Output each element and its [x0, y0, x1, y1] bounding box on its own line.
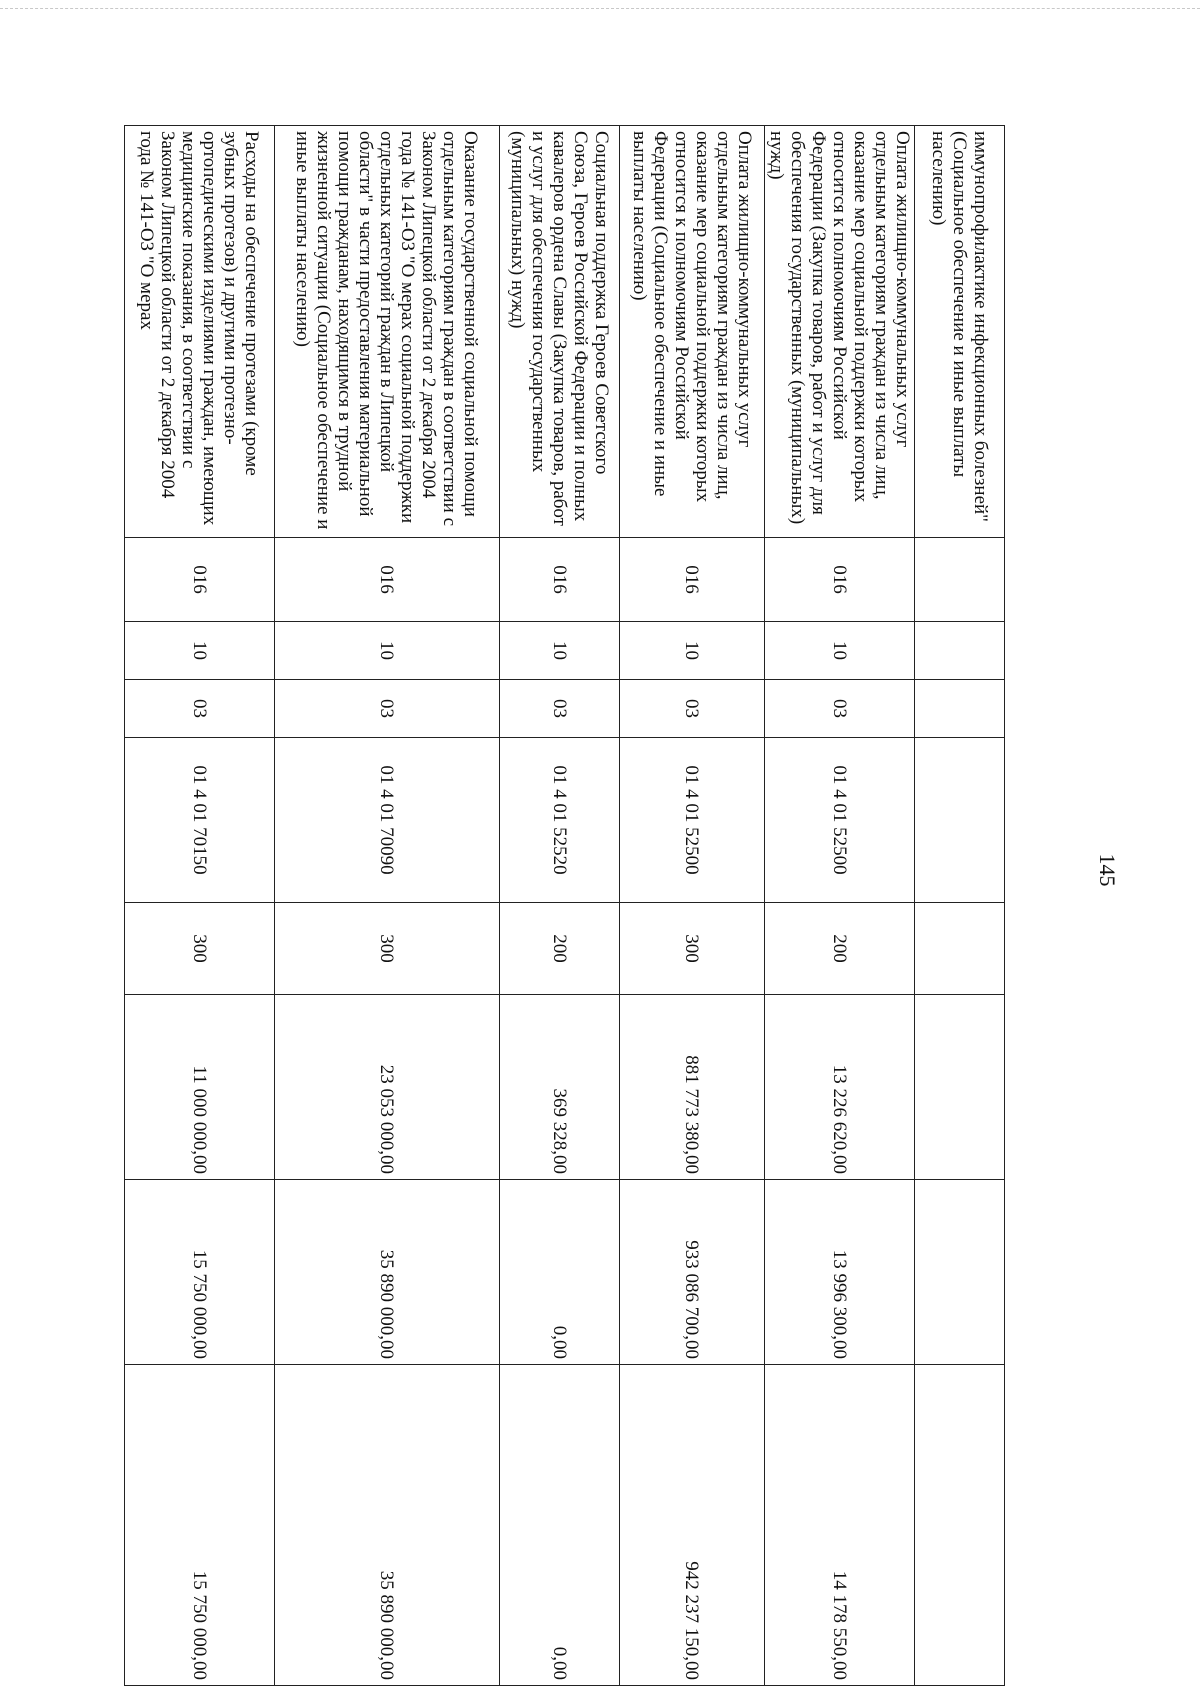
- cell-pr: [915, 680, 1005, 738]
- cell-pr: 03: [500, 680, 620, 738]
- cell-csr: 01 4 01 52500: [765, 738, 915, 903]
- table-row: [125, 126, 275, 1686]
- table-row: [915, 126, 1005, 1686]
- row-description: Оплата жилищно-коммунальных услуг отдельным категориям граждан из числа лиц, оказание мер социальной поддержки которых относится к полномочиям Российской Федерации (Социальное обеспечение и иные выплаты населению): [620, 126, 765, 538]
- cell-year2: 13 996 300,00: [765, 1180, 915, 1365]
- cell-vr: 300: [620, 903, 765, 995]
- cell-rz: 10: [275, 622, 500, 680]
- cell-rz: 10: [620, 622, 765, 680]
- table-row: [765, 126, 915, 1686]
- scan-edge-line: [0, 8, 1200, 9]
- cell-csr: 01 4 01 70090: [275, 738, 500, 903]
- row-description: Социальная поддержка Героев Советского Союза, Героев Российской Федерации и полных кавалеров ордена Славы (Закупка товаров, работ и услуг для обеспечения государственных (муниципальных) нужд): [500, 126, 620, 538]
- cell-year3: 942 237 150,00: [620, 1365, 765, 1686]
- cell-year1: 369 328,00: [500, 995, 620, 1180]
- row-description: Расходы на обеспечение протезами (кроме зубных протезов) и другими протезно-ортопедическими изделиями граждан, имеющих медицинские показания, в соответствии с Законом Липецкой области от 2 декабря 2004 года № 141-ОЗ "О мерах: [125, 126, 275, 538]
- cell-year2: 933 086 700,00: [620, 1180, 765, 1365]
- cell-gr: [915, 538, 1005, 622]
- row-description: Оплата жилищно-коммунальных услуг отдельным категориям граждан из числа лиц, оказание мер социальной поддержки которых относится к полномочиям Российской Федерации (Закупка товаров, работ и услуг для обеспечения государственных (муниципальных) нужд): [765, 126, 915, 538]
- table-row: [275, 126, 500, 1686]
- cell-year1: 881 773 380,00: [620, 995, 765, 1180]
- row-description: иммунопрофилактике инфекционных болезней" (Социальное обеспечение и иные выплаты населению): [915, 126, 1005, 538]
- cell-year2: [915, 1180, 1005, 1365]
- cell-csr: 01 4 01 52520: [500, 738, 620, 903]
- cell-gr: 016: [275, 538, 500, 622]
- cell-year3: [915, 1365, 1005, 1686]
- cell-vr: 300: [125, 903, 275, 995]
- cell-csr: 01 4 01 52500: [620, 738, 765, 903]
- cell-pr: 03: [765, 680, 915, 738]
- page-number: 145: [1095, 853, 1120, 887]
- cell-year3: 14 178 550,00: [765, 1365, 915, 1686]
- row-description: Оказание государственной социальной помощи отдельным категориям граждан в соответствии с Законом Липецкой области от 2 декабря 2004 года № 141-ОЗ "О мерах социальной поддержки отдельных категорий граждан в Липецкой области" в части предоставления материальной помощи гражданам, находящимся в трудной жизненной ситуации (Социальное обеспечение и иные выплаты населению): [275, 126, 500, 538]
- cell-year3: 35 890 000,00: [275, 1365, 500, 1686]
- cell-rz: [915, 622, 1005, 680]
- cell-pr: 03: [125, 680, 275, 738]
- table-row: [620, 126, 765, 1686]
- table-row: [500, 126, 620, 1686]
- cell-year3: 15 750 000,00: [125, 1365, 275, 1686]
- cell-pr: 03: [620, 680, 765, 738]
- cell-year1: 11 000 000,00: [125, 995, 275, 1180]
- rotated-table-page: [125, 125, 1005, 1685]
- cell-rz: 10: [125, 622, 275, 680]
- cell-gr: 016: [765, 538, 915, 622]
- cell-gr: 016: [125, 538, 275, 622]
- cell-pr: 03: [275, 680, 500, 738]
- cell-rz: 10: [765, 622, 915, 680]
- cell-csr: 01 4 01 70150: [125, 738, 275, 903]
- cell-vr: 200: [765, 903, 915, 995]
- cell-vr: 200: [500, 903, 620, 995]
- cell-year2: 35 890 000,00: [275, 1180, 500, 1365]
- cell-gr: 016: [500, 538, 620, 622]
- cell-csr: [915, 738, 1005, 903]
- cell-gr: 016: [620, 538, 765, 622]
- cell-vr: 300: [275, 903, 500, 995]
- cell-year3: 0,00: [500, 1365, 620, 1686]
- cell-year2: 0,00: [500, 1180, 620, 1365]
- budget-table: [124, 125, 1005, 1686]
- cell-vr: [915, 903, 1005, 995]
- cell-year1: 23 053 000,00: [275, 995, 500, 1180]
- cell-rz: 10: [500, 622, 620, 680]
- cell-year2: 15 750 000,00: [125, 1180, 275, 1365]
- cell-year1: [915, 995, 1005, 1180]
- cell-year1: 13 226 620,00: [765, 995, 915, 1180]
